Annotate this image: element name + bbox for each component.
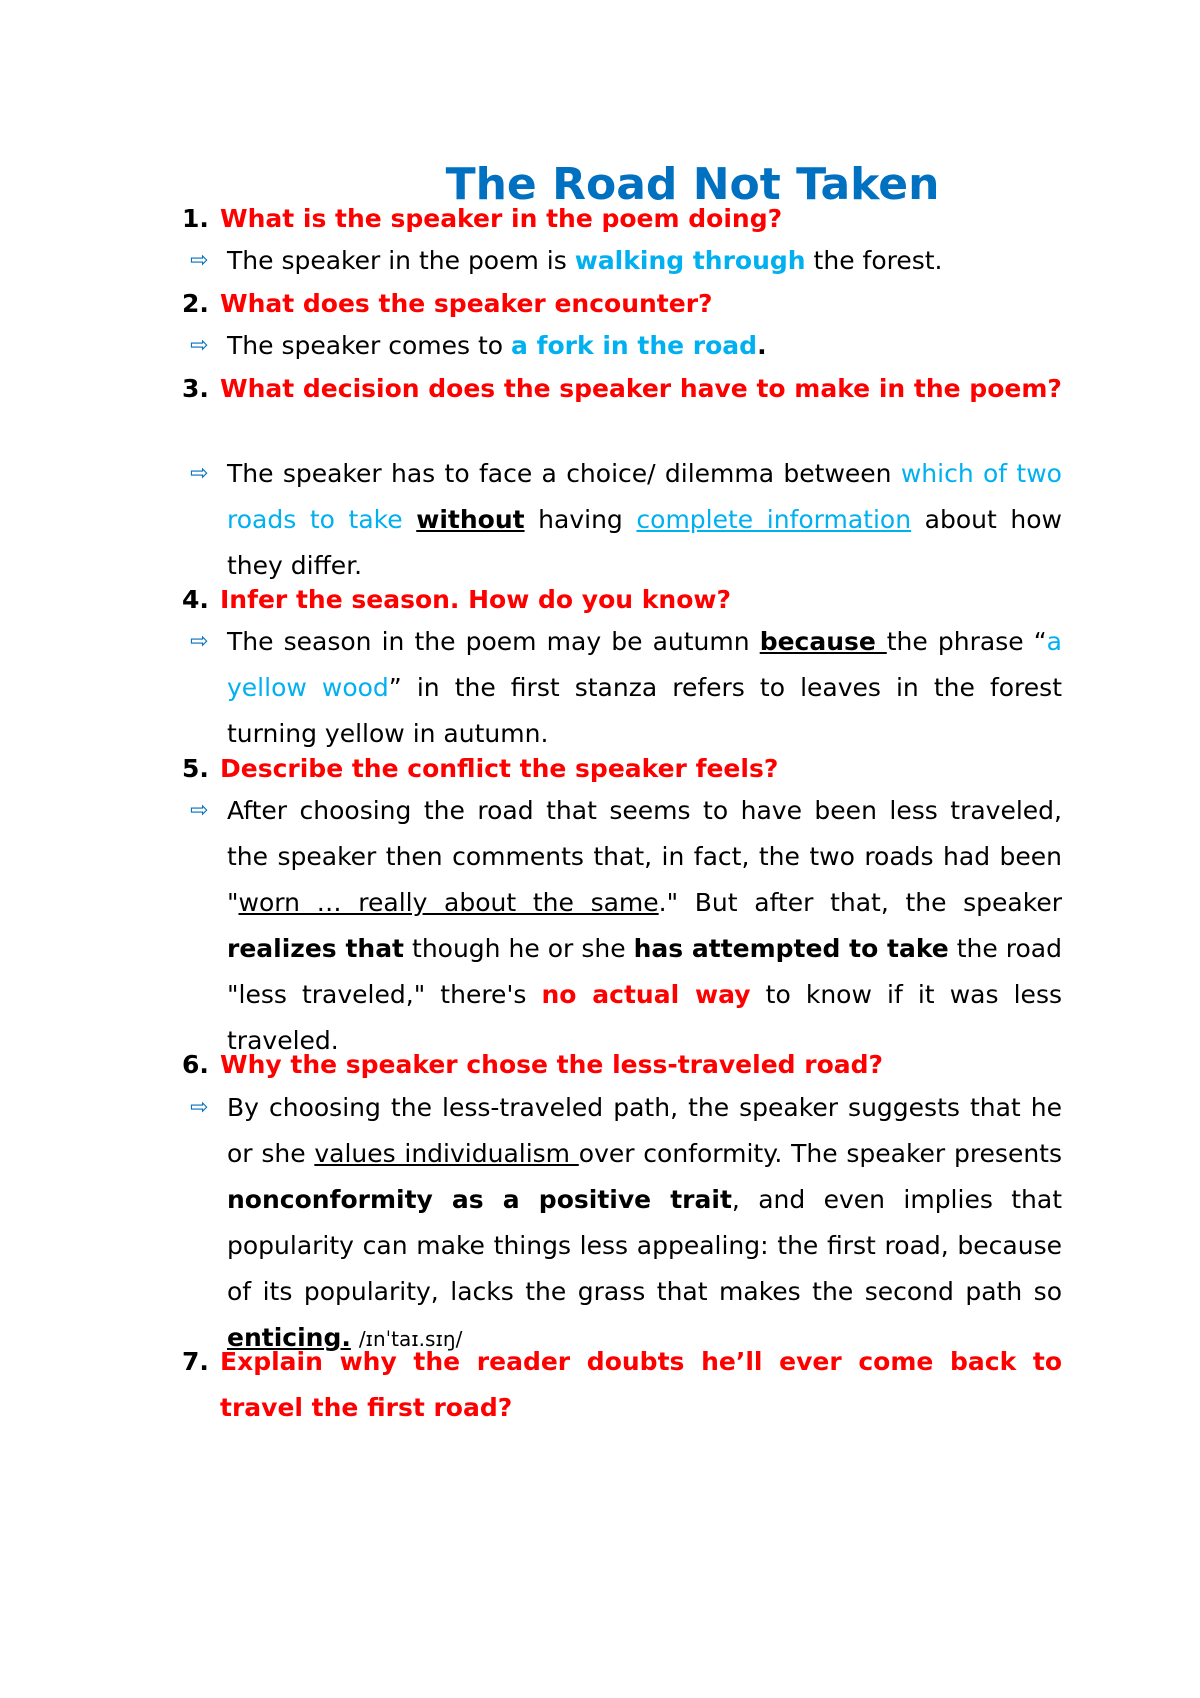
answer-text — [227, 323, 1062, 369]
arrow-right-icon: ⇨ — [190, 798, 209, 823]
answer-fragment: the road "less traveled," there's — [227, 934, 1062, 1009]
pronunciation: /ɪnˈtaɪ.sɪŋ/ — [358, 1327, 463, 1351]
answer-red-highlight: no actual way — [541, 980, 751, 1009]
answer-emphasis: nonconformity as a positive trait — [227, 1185, 732, 1214]
answer-fragment: ” in the first stanza refers to leaves in the forest turning yellow in autumn. — [227, 673, 1062, 748]
question-number: 5. — [182, 754, 209, 783]
document-title: The Road Not Taken — [445, 159, 940, 210]
answer-fragment: though he or she — [404, 934, 634, 963]
answer-emphasis: realizes that — [227, 934, 405, 963]
answer-5 — [182, 788, 1062, 1064]
answer-fragment — [403, 505, 417, 534]
question-4 — [182, 577, 1062, 623]
answer-text — [227, 1085, 1062, 1362]
answer-fragment: having — [524, 505, 637, 534]
answer-underline: values individualism — [314, 1139, 579, 1168]
question-number: 7. — [182, 1347, 209, 1376]
answer-text — [227, 619, 1062, 757]
question-6 — [182, 1042, 1062, 1088]
answer-link: complete information — [636, 505, 912, 534]
answer-fragment: over conformity. The speaker presents — [578, 1139, 1063, 1168]
answer-1 — [182, 238, 1062, 284]
answer-text — [227, 238, 1062, 284]
answer-fragment: By choosing the less-traveled path, the speaker suggests that he or she — [227, 1093, 1062, 1168]
answer-fragment: The speaker has to face a choice/ dilemma between — [227, 459, 901, 488]
answer-emphasis: because — [759, 627, 887, 656]
answer-fragment: . — [757, 331, 767, 360]
answer-highlight: a fork in the road — [511, 331, 758, 360]
answer-text — [227, 451, 1062, 589]
answer-fragment: the forest. — [805, 246, 943, 275]
answer-fragment: , and even implies that popularity can make things less appealing: the first road, because of its popularity, lacks the grass that makes the second path so — [227, 1185, 1062, 1306]
arrow-right-icon: ⇨ — [190, 333, 209, 358]
answer-fragment: ." But after that, the speaker — [658, 888, 1062, 917]
question-text: What does the speaker encounter? — [220, 289, 713, 318]
answer-fragment: The season in the poem may be autumn — [227, 627, 760, 656]
answer-fragment: the phrase “ — [886, 627, 1047, 656]
question-1 — [182, 196, 1062, 242]
question-text: Infer the season. How do you know? — [220, 585, 731, 614]
arrow-right-icon: ⇨ — [190, 248, 209, 273]
answer-3 — [182, 451, 1062, 589]
arrow-right-icon: ⇨ — [190, 1095, 209, 1120]
question-2 — [182, 281, 1062, 327]
question-number: 3. — [182, 374, 209, 403]
answer-emphasis: has attempted to take — [633, 934, 949, 963]
answer-emphasis: enticing. — [227, 1323, 351, 1352]
question-text: Explain why the reader doubts he’ll ever come back to travel the first road? — [220, 1347, 1062, 1422]
answer-highlight: a yellow wood — [227, 627, 1062, 702]
answer-6 — [182, 1085, 1062, 1362]
answer-fragment: The speaker comes to — [227, 331, 512, 360]
question-number: 6. — [182, 1050, 209, 1079]
question-3 — [182, 366, 1062, 412]
question-text: Describe the conflict the speaker feels? — [220, 754, 779, 783]
answer-fragment: The speaker in the poem is — [227, 246, 575, 275]
answer-highlight: walking through — [574, 246, 806, 275]
question-5 — [182, 746, 1062, 792]
answer-fragment: After choosing the road that seems to have been less traveled, the speaker then comments that, in fact, the two roads had been " — [227, 796, 1062, 917]
answer-highlight: which of two roads to take — [227, 459, 1062, 534]
answer-fragment: about how they differ. — [227, 505, 1062, 580]
answer-quote: worn … really about the same — [238, 888, 659, 917]
question-number: 4. — [182, 585, 209, 614]
question-text: What decision does the speaker have to make in the poem? — [220, 374, 1062, 403]
question-text: Why the speaker chose the less-traveled road? — [220, 1050, 884, 1079]
question-number: 1. — [182, 204, 209, 233]
answer-4 — [182, 619, 1062, 757]
answer-2 — [182, 323, 1062, 369]
arrow-right-icon: ⇨ — [190, 629, 209, 654]
question-7 — [182, 1339, 1062, 1431]
question-text: What is the speaker in the poem doing? — [220, 204, 783, 233]
answer-text — [227, 788, 1062, 1064]
answer-emphasis: without — [416, 505, 525, 534]
question-number: 2. — [182, 289, 209, 318]
answer-fragment: to know if it was less traveled. — [227, 980, 1062, 1055]
arrow-right-icon: ⇨ — [190, 461, 209, 486]
